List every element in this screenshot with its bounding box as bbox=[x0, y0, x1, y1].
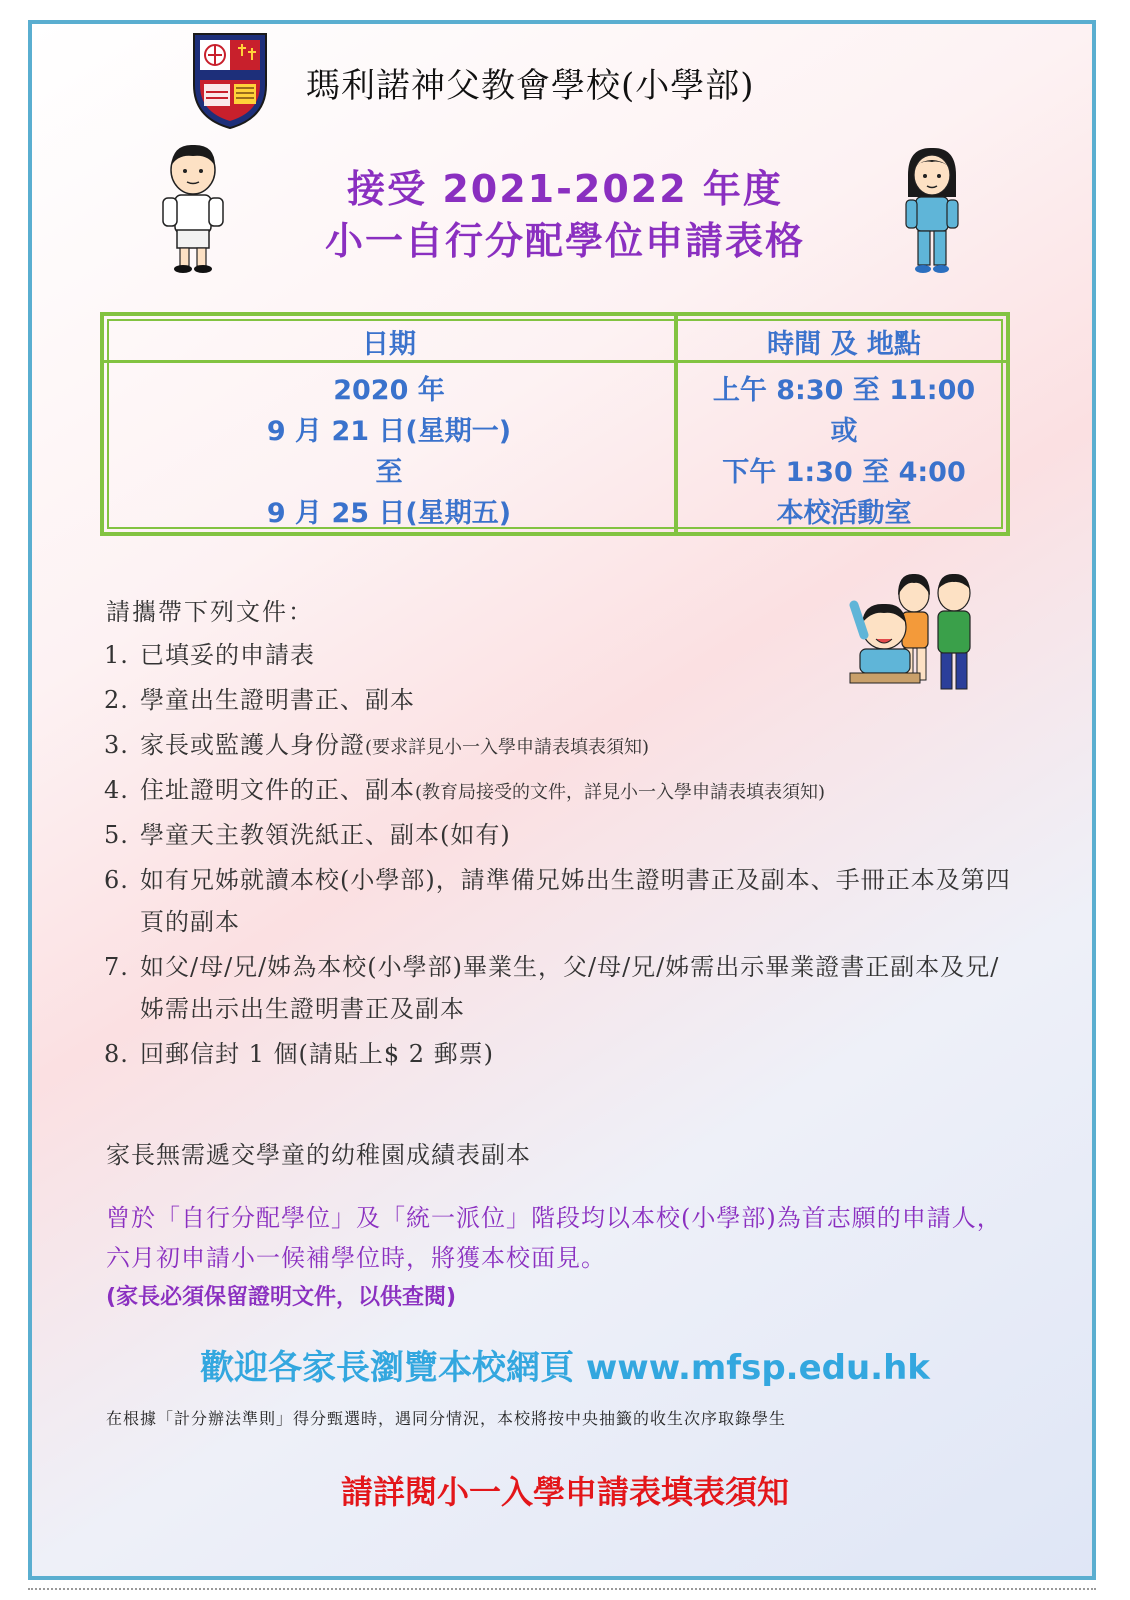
item-text: 住址證明文件的正、副本 bbox=[140, 776, 415, 804]
list-item bbox=[104, 724, 1024, 769]
keep-documents-note: (家長必須保留證明文件，以供查閱) bbox=[106, 1285, 457, 1310]
list-item bbox=[104, 859, 1024, 946]
time-line: 本校活動室 bbox=[776, 498, 912, 529]
date-line: 9 月 21 日(星期一) bbox=[266, 416, 512, 447]
item-text: 家長或監護人身份證 bbox=[140, 731, 365, 759]
list-item bbox=[104, 1033, 1024, 1078]
website-link[interactable]: 歡迎各家長瀏覽本校網頁 www.mfsp.edu.hk bbox=[200, 1348, 930, 1388]
item-number: 7. bbox=[104, 953, 129, 981]
tiebreak-footnote: 在根據「計分辦法準則」得分甄選時，遇同分情況，本校將按中央抽籤的收生次序取錄學生 bbox=[106, 1409, 787, 1428]
list-item bbox=[104, 814, 1024, 859]
title-line-2: 小一自行分配學位申請表格 bbox=[324, 219, 805, 263]
final-instruction: 請詳閱小一入學申請表填表須知 bbox=[340, 1473, 789, 1511]
time-line: 下午 1:30 至 4:00 bbox=[722, 457, 966, 488]
item-text: 如有兄姊就讀本校(小學部)，請準備兄姊出生證明書正及副本、手冊正本及第四頁的副本 bbox=[140, 866, 1011, 936]
item-note: (要求詳見小一入學申請表填表須知) bbox=[365, 737, 650, 758]
list-item bbox=[104, 946, 1024, 1033]
list-item bbox=[104, 769, 1024, 814]
school-logo bbox=[190, 30, 270, 130]
item-text: 如父/母/兄/姊為本校(小學部)畢業生，父/母/兄/姊需出示畢業證書正副本及兄/姊需出示出生證明書正及副本 bbox=[140, 953, 1000, 1023]
date-line: 9 月 25 日(星期五) bbox=[266, 498, 512, 529]
time-line: 上午 8:30 至 11:00 bbox=[712, 375, 976, 406]
item-number: 4. bbox=[104, 776, 129, 804]
priority-notice: 曾於「自行分配學位」及「統一派位」階段均以本校(小學部)為首志願的申請人，六月初申請小一候補學位時，將獲本校面見。 bbox=[106, 1204, 1002, 1272]
item-text: 學童出生證明書正、副本 bbox=[140, 686, 415, 714]
date-line: 至 bbox=[375, 457, 403, 488]
no-report-note: 家長無需遞交學童的幼稚園成績表副本 bbox=[106, 1141, 531, 1169]
item-text: 回郵信封 1 個(請貼上$ 2 郵票) bbox=[140, 1040, 495, 1068]
school-name: 瑪利諾神父教會學校(小學部) bbox=[306, 66, 755, 106]
item-number: 3. bbox=[104, 731, 129, 759]
item-number: 8. bbox=[104, 1040, 129, 1068]
list-item bbox=[104, 634, 1024, 679]
title-line-1: 接受 2021-2022 年度 bbox=[347, 167, 783, 211]
item-number: 5. bbox=[104, 821, 129, 849]
list-item bbox=[104, 679, 1024, 724]
time-line: 或 bbox=[830, 416, 858, 447]
item-number: 1. bbox=[104, 641, 129, 669]
bottom-divider bbox=[28, 1588, 1096, 1593]
time-location-cell bbox=[678, 370, 1010, 534]
header-date: 日期 bbox=[362, 329, 416, 360]
date-line: 2020 年 bbox=[333, 375, 445, 406]
requirements-list bbox=[104, 634, 1024, 1078]
item-number: 2. bbox=[104, 686, 129, 714]
requirements-heading: 請攜帶下列文件： bbox=[106, 598, 314, 626]
date-cell bbox=[104, 370, 674, 534]
item-note: (教育局接受的文件，詳見小一入學申請表填表須知) bbox=[415, 782, 826, 803]
header-time-location: 時間 及 地點 bbox=[767, 329, 921, 360]
item-text: 學童天主教領洗紙正、副本(如有) bbox=[140, 821, 511, 849]
item-text: 已填妥的申請表 bbox=[140, 641, 315, 669]
schedule-table bbox=[100, 312, 1010, 536]
item-number: 6. bbox=[104, 866, 129, 894]
